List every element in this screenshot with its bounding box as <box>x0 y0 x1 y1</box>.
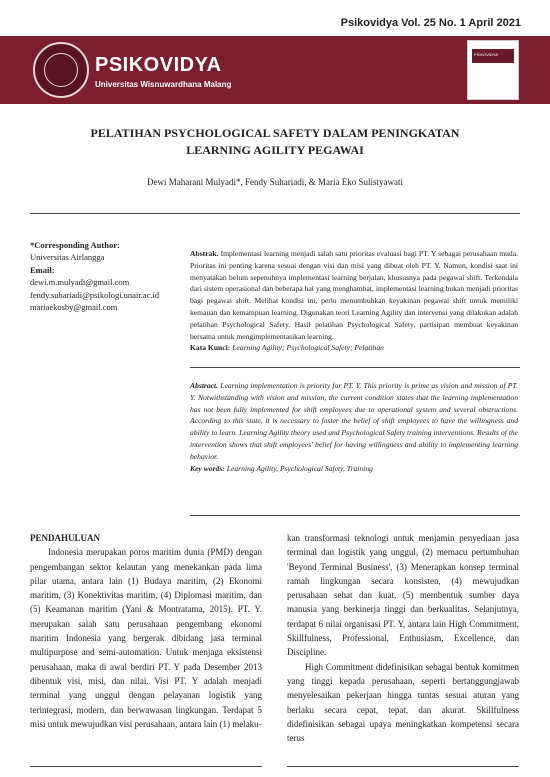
title-line-1: PELATIHAN PSYCHOLOGICAL SAFETY DALAM PENINGKATAN <box>90 126 460 140</box>
divider <box>30 213 520 214</box>
divider <box>190 515 520 516</box>
keywords-label: Key words: <box>190 463 225 473</box>
journal-cover-thumbnail <box>467 40 519 100</box>
keywords: Learning Agility, Psychological Safety, Training <box>226 463 373 473</box>
column-rule <box>30 766 262 767</box>
kata-kunci-label: Kata Kunci: <box>190 343 231 353</box>
corr-email-label: Email: <box>30 264 55 275</box>
corr-email[interactable]: mariaekosby@gmail.com <box>30 302 118 313</box>
abstrak-text: Implementasi learning menjadi salah satu prioritas evaluasi bagi PT. Y sebagai perusahaan muda. Prioritas ini penting karena sesuai dengan visi dan misi yang dibuat oleh PT. Y. Namun, kondisi saat ini menyatakan belum sepenuhnya implementasi learning berjalan, khususnya pada pegawai shift. Terkendala dari sistem operasional dan beberapa hal yang menghambat, implementasi learning bukan menjadi prioritas bagi pegawai shift. Melihat kondisi ini, perlu menumbuhkan keyakinan pegawai shift untuk memiliki kemauan dan kemampuan learning. Digunakan teori Learning Agility dan intervensi yang dilakukan adalah pelatihan Psychological Safety. Hasil pelatihan Psychological Safety, partisipan membuat keyakinan bersama untuk mengimplementasikan learning. <box>190 249 518 341</box>
journal-brand-subtitle: Universitas Wisnuwardhana Malang <box>95 80 232 89</box>
abstrak-block <box>190 248 518 354</box>
corr-email[interactable]: fendy.suhariadi@psikologi.unair.ac.id <box>30 289 160 300</box>
corr-heading: *Corresponding Author: <box>30 240 120 250</box>
body-paragraph: kan transformasi teknologi untuk menjamin penyediaan jasa terminal dan logistik yang unggul, (2) memacu pertumbuhan 'Beyond Terminal Business', (3) Menerapkan konsep terminal ramah lingkungan secara konsisten, (4) mewujudkan perusahaan sehat dan kuat, (5) membentuk sumber daya manusia yang berkinerja tinggi dan berkualitas. Selanjutnya, terdapat 6 nilai organisasi PT. Y, antara lain High Commitment, Skillfulness, Professional, Enthusiasm, Excellence, dan Discipline. <box>287 533 519 658</box>
abstract-block <box>190 380 518 474</box>
authors: Dewi Maharani Mulyadi*, Fendy Suhariadi, & Maria Eko Sulistyawati <box>147 177 403 187</box>
divider <box>190 367 520 368</box>
journal-brand: PSIKOVIDYA <box>95 54 222 76</box>
corresponding-author-block <box>30 239 180 313</box>
body-paragraph: Indonesia merupakan poros maritim dunia (PMD) dengan pengembangan sektor kelautan yang menekankan pada lima pilar utama, antara lain (1) Budaya maritim, (2) Ekonomi maritim, (3) Konektivitas maritim, (4) Diplomasi maritim, dan (5) Keamanan maritim (Yani & Montratama, 2015). PT. Y. merupakan salah satu perusahaan pengembang ekonomi maritim Indonesia yang bergerak dibidang jasa terminal multipurpose and semi-automation. Untuk menjaga eksistensi perusahaan, maka di awal berdiri PT. Y pada Desember 2013 dibentuk visi, misi, dan nilai. Visi PT. Y adalah menjadi terminal yang unggul dengan pelayanan logistik yang terintegrasi, modern, dan berwawasan lingkungan. Terdapat 5 misi untuk mewujudkan visi perusahaan, antara lain (1) melaku- <box>30 547 262 729</box>
title-line-2: LEARNING AGILITY PEGAWAI <box>186 143 364 157</box>
corr-email[interactable]: dewi.m.mulyadi@gmail.com <box>30 277 130 288</box>
journal-reference: Psikovidya Vol. 25 No. 1 April 2021 <box>340 17 521 29</box>
kata-kunci: Learning Agility; Psychological Safety; Pelatihan <box>232 343 384 353</box>
abstract-text: Learning implementation is priority for PT. Y. This priority is prime as vision and mission of PT. Y. Notwithstanding with vision and mission, the current condition states that the learning implementation has not been fully implemented for shift employees due to operational system and several obstructions. According to this state, it is necessary to foster the belief of shift employees to have the willingness and ability to learn. Learning Agility theory used and Psychological Safety training interventions. Results of the intervention shows that shift employees' belief for having willingness and ability to implementing learning behavior. <box>190 381 518 461</box>
body-paragraph: High Commitment didefinisikan sebagai bentuk komitmen yang tinggi kepada perusahaan, seperti bertanggungjawab menyelesaikan pekerjaan hingga tuntas sesuai aturan yang berlaku secara cepat, tepat, dan akurat. Skillfulness didefinisikan sebagai upaya meningkatkan kompetensi secara terus <box>287 661 519 744</box>
paper-title <box>0 125 550 159</box>
cover-title: PSIKOVIDYA <box>474 52 498 57</box>
university-seal-icon <box>33 42 89 98</box>
body-column-left <box>30 531 262 731</box>
body-column-right <box>287 531 519 745</box>
section-heading: PENDAHULUAN <box>30 533 101 543</box>
column-rule <box>287 766 519 767</box>
abstract-label: Abstract. <box>190 381 219 390</box>
corr-affiliation: Universitas Airlangga <box>30 252 105 263</box>
abstrak-label: Abstrak. <box>190 249 219 258</box>
